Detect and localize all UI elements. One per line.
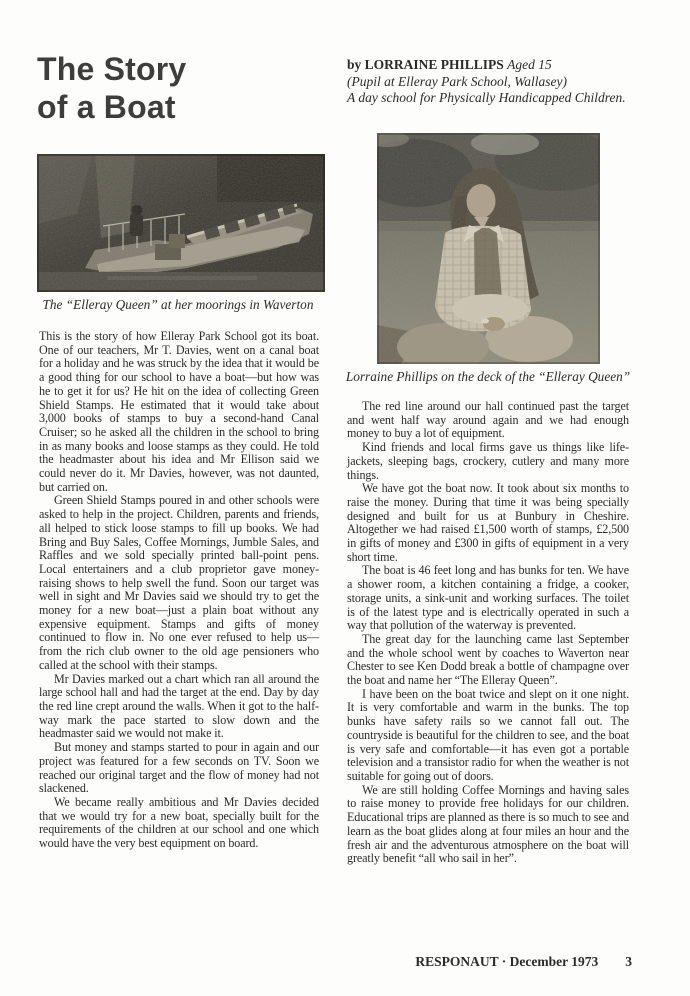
article-title-line2: of a Boat: [37, 89, 176, 125]
article-title: [37, 50, 186, 126]
paragraph: The boat is 46 feet long and has bunks for ten. We have a shower room, a kitchen containing a fridge, a cooker, storage units, a sink-unit and working surfaces. The toilet is of the latest type and is electrically operated in such a way that pollution of the waterway is prevented.: [347, 563, 629, 633]
paragraph: But money and stamps started to pour in again and our project was featured for a few seconds on TV. Soon we reached our original target and the flow of money had not slackened.: [39, 740, 319, 796]
paragraph: We became really ambitious and Mr Davies decided that we would try for a new boat, specially built for the requirements of the children at our school and one which would have the very best equipment on board.: [39, 794, 319, 851]
byline-school-line: (Pupil at Elleray Park School, Wallasey): [347, 73, 567, 89]
paragraph: Green Shield Stamps poured in and other schools were asked to help in the project. Children, parents and friends, all helped to stick loose stamps to fill up books. We had Bring and Buy Sales, Coffee Mornings, Jumble Sales, and Raffles and we sold specially printed ball-point pens. Local entertainers and a club proprietor gave money-raising shows to help swell the fund. Soon our target was well in sight and Mr Davies said we should try to get the money for a new boat—just a plain boat without any expensive equipment. Stamps and gifts of money continued to flow in. No one ever refused to help us—from the rich club owner to the old age pensioners who called at the school with their stamps.: [39, 493, 319, 672]
paragraph: This is the story of how Elleray Park School got its boat. One of our teachers, Mr T. Davies, went on a canal boat for a holiday and he was struck by the idea that it would be a good thing for our school to have a boat—but how was he to get it for us? He hit on the idea of collecting Green Shield Stamps. He estimated that it would take about 3,000 books of stamps to buy a second-hand Canal Cruiser; so he asked all the children in the school to bring in as many books and loose stamps as they could. He told the headmaster about his idea and Mr Ellison said we could never do it. Mr Davies, however, was not daunted, but carried on.: [39, 329, 319, 494]
journal-name-date: RESPONAUT · December 1973: [415, 954, 599, 969]
article-title-line1: The Story: [37, 51, 187, 87]
author-name: LORRAINE PHILLIPS: [364, 57, 504, 72]
paragraph: The great day for the launching came last September and the whole school went by coaches to Waverton near Chester to see Ken Dodd break a bottle of champagne over the boat and name her “The Elleray Queen”.: [347, 631, 629, 688]
portrait-photo-caption: Lorraine Phillips on the deck of the “Elleray Queen”: [345, 369, 631, 384]
paragraph: We are still holding Coffee Mornings and having sales to raise money to provide free holidays for our children. Educational trips are planned as there is so much to see and learn as the boat glides along at four miles an hour and the fresh air and the adventurous atmosphere on the boat will greatly benefit “all who sail in her”.: [347, 782, 629, 866]
boat-photo-image: [37, 154, 325, 292]
paragraph: We have got the boat now. It took about six months to raise the money. During that time it was being specially designed and built for us at Bunbury in Cheshire. Altogether we had raised £1,500 worth of stamps, £2,500 in gifts of money and £300 in gifts of equipment in a very short time.: [347, 481, 629, 564]
portrait-photo: [377, 133, 600, 364]
page-footer: [347, 954, 632, 970]
boat-photo: [37, 154, 325, 292]
paragraph: Kind friends and local firms gave us things like life-jackets, sleeping bags, crockery, cutlery and many more things.: [347, 440, 629, 482]
paragraph: Mr Davies marked out a chart which ran all around the large school hall and had the target at the end. Day by day the red line crept around the walls. When it got to the half-way mark the pace started to slow down and the headmaster said we would not make it.: [39, 671, 319, 741]
byline-description-line: A day school for Physically Handicapped Children.: [347, 90, 626, 105]
article-column-left: [39, 330, 319, 851]
byline-author-line: [347, 57, 667, 74]
paragraph: I have been on the boat twice and slept on it one night. It is very comfortable and warm in the bunks. The top bunks have safety rails so we cannot fall out. The countryside is beautiful for the children to see, and the boat is very safe and comfortable—it has even got a portable television and a transistor radio for when the weather is not suitable for going out of doors.: [347, 686, 629, 783]
portrait-photo-image: [377, 133, 600, 364]
author-age: Aged 15: [507, 57, 552, 72]
article-column-right: [347, 400, 629, 866]
page-number: 3: [625, 954, 632, 969]
paragraph: The red line around our hall continued past the target and went half way around again and we had enough money to buy a lot of equipment.: [347, 399, 629, 441]
byline: [347, 57, 667, 107]
byline-by: by: [347, 57, 362, 72]
boat-photo-caption: The “Elleray Queen” at her moorings in Waverton: [42, 297, 314, 312]
